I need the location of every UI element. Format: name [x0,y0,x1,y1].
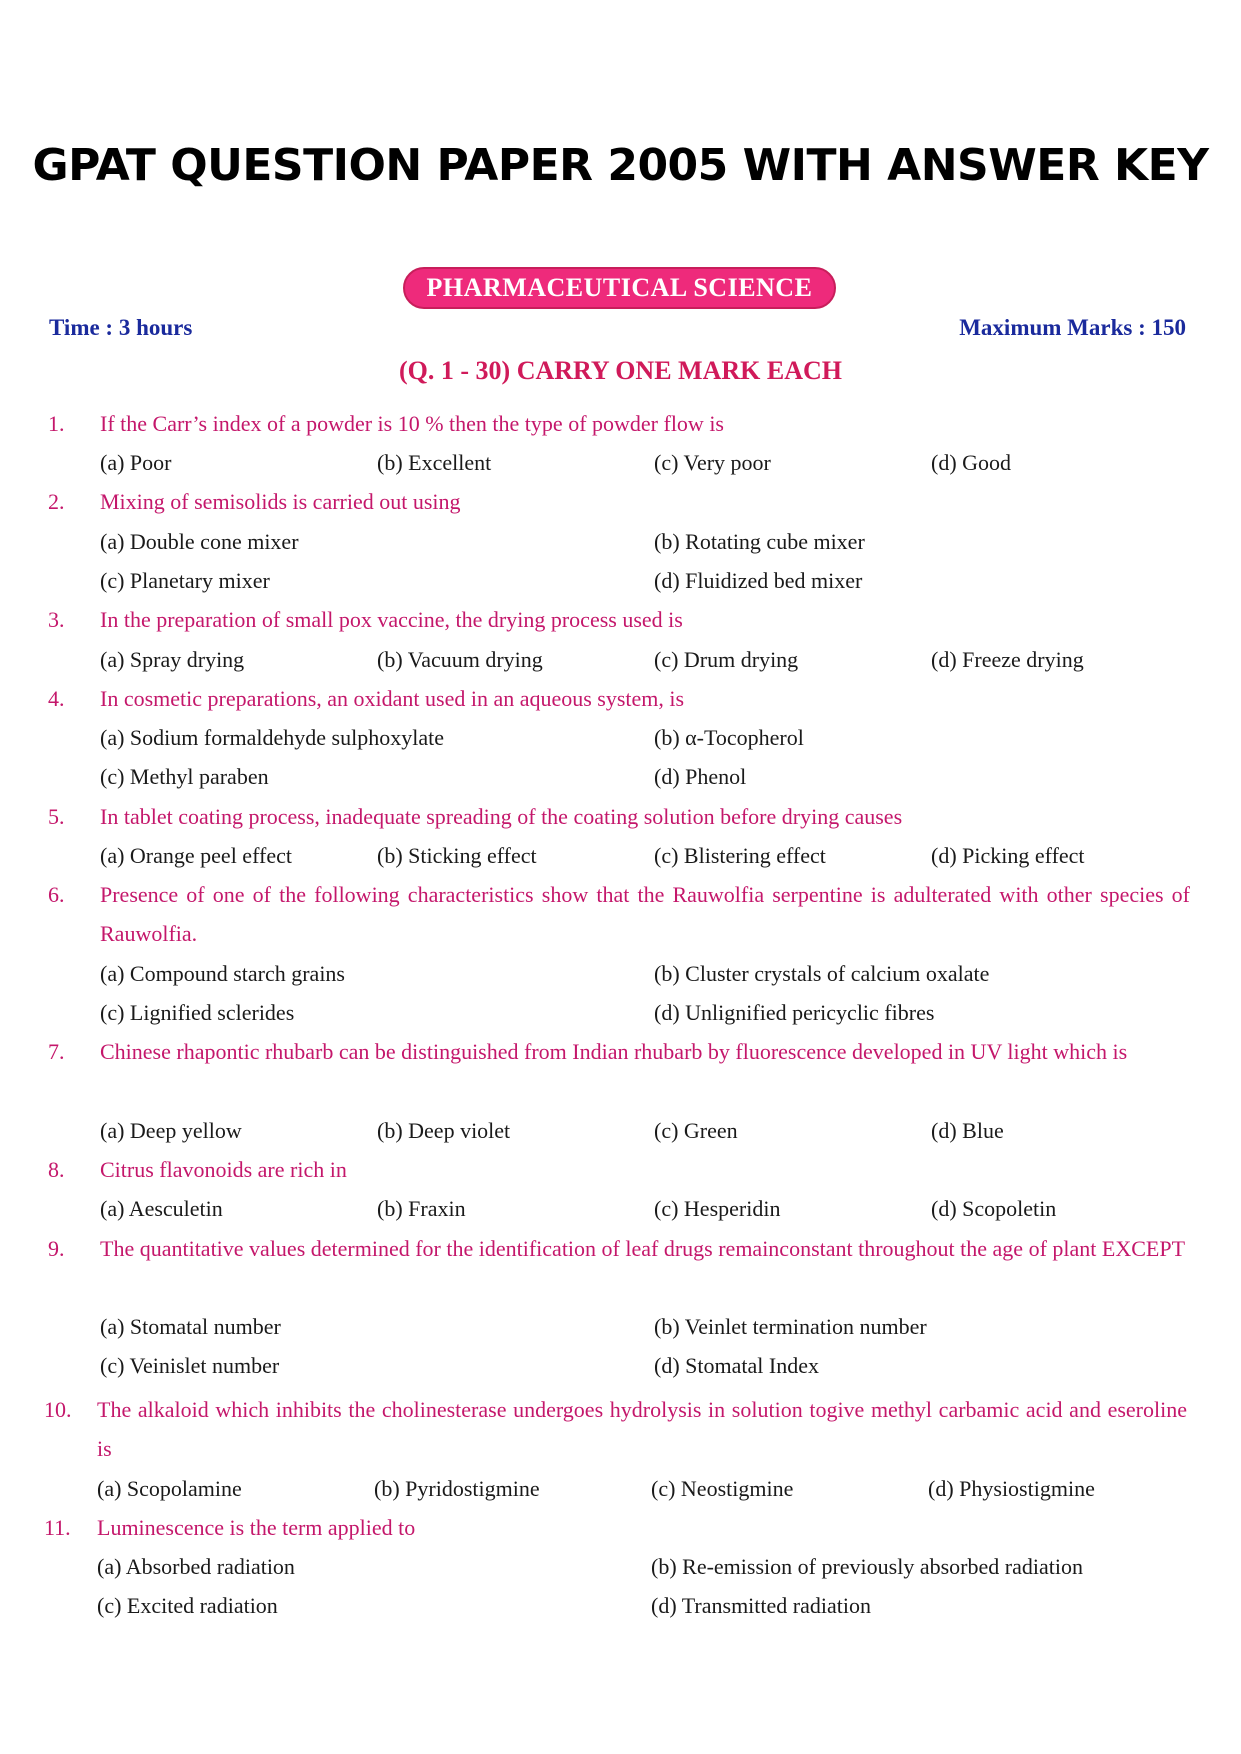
option-d[interactable]: (d) Scopoletin [931,1196,1057,1221]
option-a[interactable]: (a) Sodium formaldehyde sulphoxylate [100,725,444,750]
option-d[interactable]: (d) Fluidized bed mixer [654,568,863,593]
question-text: Chinese rhapontic rhubarb can be distinguished from Indian rhubarb by fluorescence developed in UV light which is [100,1039,1128,1064]
option-c[interactable]: (c) Lignified sclerides [100,1000,295,1025]
option-b[interactable]: (b) Fraxin [377,1196,466,1221]
option-c[interactable]: (c) Veinislet number [100,1353,280,1378]
subject-badge: PHARMACEUTICAL SCIENCE [403,267,836,309]
option-d[interactable]: (d) Blue [931,1118,1004,1143]
option-d[interactable]: (d) Transmitted radiation [651,1593,871,1618]
question-text: In tablet coating process, inadequate spreading of the coating solution before drying causes [100,804,903,829]
option-d[interactable]: (d) Unlignified pericyclic fibres [654,1000,935,1025]
option-d[interactable]: (d) Freeze drying [931,647,1084,672]
option-c[interactable]: (c) Excited radiation [97,1593,278,1618]
question-text: Luminescence is the term applied to [97,1515,416,1540]
time-label: Time : 3 hours [49,315,193,340]
option-d[interactable]: (d) Good [931,450,1012,475]
question-number: 9. [48,1236,65,1261]
option-d[interactable]: (d) Physiostigmine [928,1476,1095,1501]
option-b[interactable]: (b) α-Tocopherol [654,725,804,750]
option-c[interactable]: (c) Neostigmine [651,1476,794,1501]
question-number: 7. [48,1039,65,1064]
option-a[interactable]: (a) Aesculetin [100,1196,223,1221]
question-text: The alkaloid which inhibits the cholinesterase undergoes hydrolysis in solution togive methyl carbamic acid and eseroline is [97,1397,1187,1461]
option-d[interactable]: (d) Picking effect [931,843,1085,868]
option-c[interactable]: (c) Drum drying [654,647,799,672]
question-text: If the Carr’s index of a powder is 10 % then the type of powder flow is [100,411,724,436]
option-b[interactable]: (b) Deep violet [377,1118,511,1143]
option-c[interactable]: (c) Green [654,1118,738,1143]
question-number: 2. [48,489,65,514]
question-number: 3. [48,607,65,632]
question-text: Citrus flavonoids are rich in [100,1157,347,1182]
option-a[interactable]: (a) Scopolamine [97,1476,242,1501]
option-a[interactable]: (a) Absorbed radiation [97,1554,295,1579]
question-number: 4. [48,686,65,711]
option-b[interactable]: (b) Cluster crystals of calcium oxalate [654,961,990,986]
option-d[interactable]: (d) Phenol [654,764,747,789]
question-number: 6. [48,882,65,907]
option-a[interactable]: (a) Deep yellow [100,1118,242,1143]
option-b[interactable]: (b) Re-emission of previously absorbed radiation [651,1554,1083,1579]
option-b[interactable]: (b) Vacuum drying [377,647,543,672]
question-text: In cosmetic preparations, an oxidant used in an aqueous system, is [100,686,685,711]
option-a[interactable]: (a) Poor [100,450,172,475]
question-text: Mixing of semisolids is carried out using [100,489,461,514]
option-b[interactable]: (b) Pyridostigmine [374,1476,540,1501]
option-b[interactable]: (b) Excellent [377,450,492,475]
question-number: 10. [44,1397,72,1422]
option-b[interactable]: (b) Sticking effect [377,843,537,868]
question-number: 5. [48,804,65,829]
paper-title: GPAT QUESTION PAPER 2005 WITH ANSWER KEY [32,140,1209,191]
option-c[interactable]: (c) Planetary mixer [100,568,270,593]
option-d[interactable]: (d) Stomatal Index [654,1353,819,1378]
question-text: The quantitative values determined for the identification of leaf drugs remainconstant throughout the age of plant EXCEPT [100,1236,1186,1261]
option-b[interactable]: (b) Rotating cube mixer [654,529,865,554]
option-a[interactable]: (a) Spray drying [100,647,245,672]
section-heading: (Q. 1 - 30) CARRY ONE MARK EACH [399,356,842,385]
option-a[interactable]: (a) Compound starch grains [100,961,345,986]
max-marks-label: Maximum Marks : 150 [959,315,1186,340]
option-c[interactable]: (c) Blistering effect [654,843,826,868]
option-c[interactable]: (c) Methyl paraben [100,764,269,789]
option-b[interactable]: (b) Veinlet termination number [654,1314,927,1339]
option-a[interactable]: (a) Double cone mixer [100,529,299,554]
question-number: 8. [48,1157,65,1182]
option-a[interactable]: (a) Stomatal number [100,1314,281,1339]
question-text: In the preparation of small pox vaccine, the drying process used is [100,607,683,632]
option-c[interactable]: (c) Very poor [654,450,771,475]
option-c[interactable]: (c) Hesperidin [654,1196,781,1221]
question-text: Presence of one of the following characteristics show that the Rauwolfia serpentine is adulterated with other species of Rauwolfia. [100,882,1190,946]
option-a[interactable]: (a) Orange peel effect [100,843,292,868]
question-number: 1. [48,411,65,436]
question-number: 11. [44,1515,71,1540]
